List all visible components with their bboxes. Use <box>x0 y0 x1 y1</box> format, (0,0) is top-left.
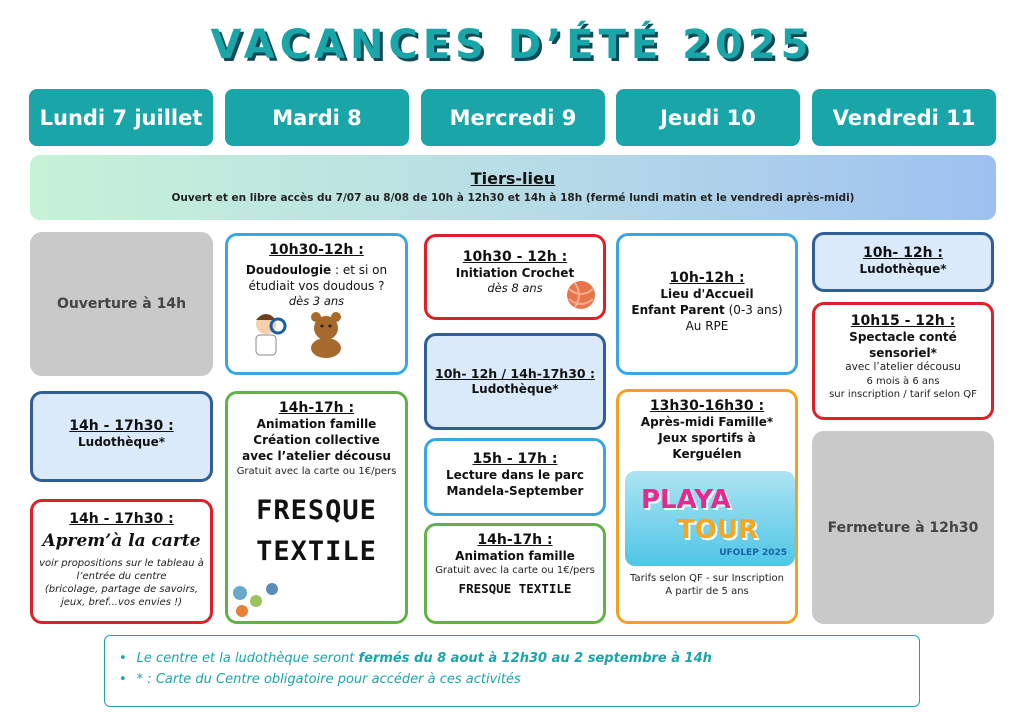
mercredi-lecture-line2: Mandela-September <box>446 484 584 499</box>
vendredi-closing: Fermeture à 12h30 <box>812 431 994 624</box>
playa-logo-line2: TOUR <box>677 514 758 545</box>
mercredi-crochet-age: dès 8 ans <box>487 281 543 296</box>
jeudi-sport-line1: Après-midi Famille* <box>640 415 774 429</box>
vendredi-spectacle-line5: sur inscription / tarif selon QF <box>829 389 977 401</box>
tiers-lieu-banner <box>30 155 996 220</box>
mercredi-crochet-label: Initiation Crochet <box>455 266 575 280</box>
lundi-aprem-title: Aprem’à la carte <box>42 531 201 551</box>
mardi-famille-time: 14h-17h : <box>278 400 355 416</box>
mardi-fresque-artwork <box>234 490 399 574</box>
vendredi-ludo-time: 10h- 12h : <box>862 245 944 261</box>
jeudi-laep-age: (0-3 ans) <box>724 303 783 318</box>
mercredi-lecture-line1: Lecture dans le parc <box>445 468 585 482</box>
vendredi-ludotheque <box>812 232 994 292</box>
vendredi-ludo-label: Ludothèque* <box>859 262 947 276</box>
mardi-famille-line1: Animation famille <box>256 417 377 431</box>
mercredi-famille-price: Gratuit avec la carte ou 1€/pers <box>435 565 595 577</box>
mardi-doudou-desc <box>234 262 399 294</box>
vendredi-spectacle-line3: avec l’atelier décousu <box>845 361 961 374</box>
day-header-jeudi: Jeudi 10 <box>616 89 800 146</box>
footer-note-1 <box>119 651 909 666</box>
lundi-aprem-line1: voir propositions sur le tableau à l’entrée du centre <box>39 558 204 582</box>
day-header-vendredi: Vendredi 11 <box>812 89 996 146</box>
jeudi-laep-line2-wrap <box>625 302 789 318</box>
day-header-mardi: Mardi 8 <box>225 89 409 146</box>
jeudi-sport-time: 13h30-16h30 : <box>649 398 765 414</box>
lundi-opening: Ouverture à 14h <box>30 232 213 376</box>
mardi-famille-line2: Création collective <box>253 433 380 448</box>
lundi-aprem-time: 14h - 17h30 : <box>69 511 174 527</box>
footer-note-1-pre: Le centre et la ludothèque seront <box>136 651 359 666</box>
lundi-aprem-line2: (bricolage, partage de savoirs, jeux, bref...vos envies !) <box>44 584 199 608</box>
footer-note-1-bold: fermés du 8 aout à 12h30 au 2 septembre à 14h <box>358 651 712 666</box>
yarn-ball-icon <box>561 275 601 315</box>
vendredi-spectacle-line2: sensoriel* <box>869 346 937 361</box>
mercredi-famille-label: Animation famille <box>455 549 575 563</box>
lundi-ludo-time: 14h - 17h30 : <box>69 418 174 434</box>
jeudi-laep <box>616 233 798 375</box>
mardi-famille-line3: avec l’atelier décousu <box>242 449 391 464</box>
mardi-animation-famille <box>225 391 408 624</box>
mercredi-fresque: FRESQUE TEXTILE <box>458 581 572 597</box>
playa-tour-logo <box>625 471 795 566</box>
mardi-doudou-name: Doudoulogie <box>245 263 332 277</box>
footer-notes <box>104 635 920 707</box>
page-title: VACANCES D’ÉTÉ 2025 <box>210 22 814 68</box>
lundi-ludotheque <box>30 391 213 482</box>
mercredi-ludotheque <box>424 333 606 430</box>
mardi-fresque-line1: FRESQUE <box>256 494 377 526</box>
doudou-illustration-icon <box>234 308 404 358</box>
tiers-lieu-heading: Tiers-lieu <box>470 169 556 188</box>
vendredi-spectacle-line4: 6 mois à 6 ans <box>866 376 940 388</box>
jeudi-apres-midi-famille <box>616 389 798 624</box>
mercredi-famille-time: 14h-17h : <box>477 532 553 548</box>
jeudi-laep-place: Au RPE <box>685 319 729 334</box>
lundi-ludo-label: Ludothèque* <box>78 435 165 449</box>
mercredi-ludo-label: Ludothèque* <box>471 382 559 396</box>
day-header-mercredi: Mercredi 9 <box>421 89 605 146</box>
mercredi-lecture-time: 15h - 17h : <box>472 451 558 467</box>
tiers-lieu-text: Ouvert et en libre accès du 7/07 au 8/08 de 10h à 12h30 et 14h à 18h (fermé lundi matin et le vendredi après-midi) <box>171 192 855 204</box>
jeudi-laep-line2: Enfant Parent <box>631 303 725 318</box>
playa-logo-line1: PLAYA <box>641 484 731 515</box>
mercredi-crochet <box>424 234 606 320</box>
mercredi-ludo-time: 10h- 12h / 14h-17h30 : <box>435 366 595 381</box>
jeudi-laep-line1: Lieu d'Accueil <box>660 287 754 301</box>
lundi-aprem <box>30 499 213 624</box>
jeudi-laep-time: 10h-12h : <box>669 270 745 286</box>
mercredi-animation-famille <box>424 523 606 624</box>
mardi-doudou-text: : et si on étudiait vos doudous ? <box>248 263 388 294</box>
buttons-icon <box>230 579 290 619</box>
mardi-fresque-line2: TEXTILE <box>256 536 377 568</box>
footer-note-2: • * : Carte du Centre obligatoire pour accéder à ces activités <box>119 672 909 687</box>
vendredi-spectacle-time: 10h15 - 12h : <box>850 313 956 329</box>
mardi-doudoulogie <box>225 233 408 375</box>
mercredi-lecture <box>424 438 606 516</box>
jeudi-sport-note1: Tarifs selon QF - sur Inscription <box>630 572 784 584</box>
jeudi-sport-note2: A partir de 5 ans <box>665 585 749 597</box>
day-header-lundi: Lundi 7 juillet <box>29 89 213 146</box>
vendredi-spectacle-line1: Spectacle conté <box>849 330 957 344</box>
mardi-famille-price: Gratuit avec la carte ou 1€/pers <box>236 465 397 477</box>
mardi-doudou-age: dès 3 ans <box>288 294 345 309</box>
vendredi-spectacle <box>812 302 994 420</box>
mercredi-crochet-time: 10h30 - 12h : <box>462 249 568 265</box>
playa-logo-line3: UFOLEP 2025 <box>719 547 787 558</box>
mardi-doudou-time: 10h30-12h : <box>269 242 364 258</box>
jeudi-sport-line2: Jeux sportifs à Kerguélen <box>658 431 756 462</box>
